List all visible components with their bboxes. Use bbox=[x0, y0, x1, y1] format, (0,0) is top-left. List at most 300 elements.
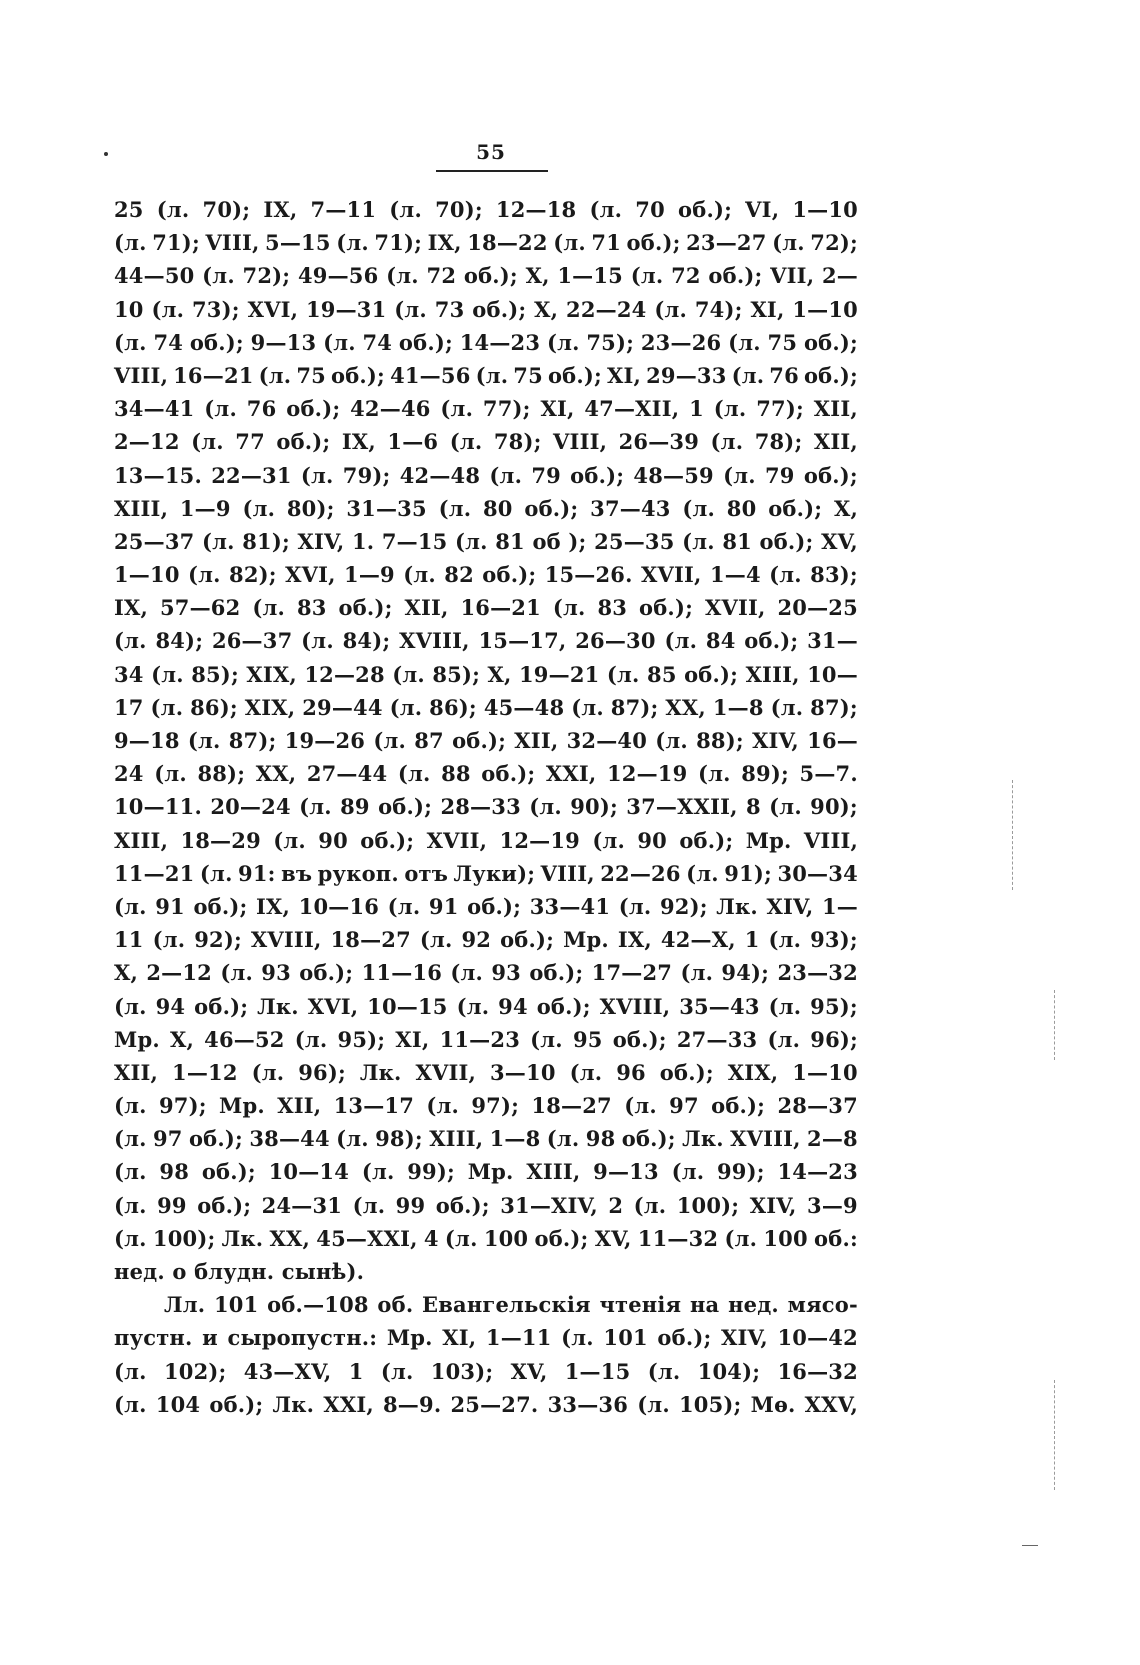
page-number-rule bbox=[436, 170, 548, 172]
word: (л. bbox=[571, 694, 604, 720]
word: об.); bbox=[639, 595, 694, 621]
word: (л. bbox=[444, 1225, 478, 1251]
word: Лк. bbox=[257, 993, 299, 1019]
word: 96); bbox=[810, 1026, 858, 1052]
word: XIV, bbox=[749, 1192, 797, 1218]
word: (л. bbox=[188, 562, 221, 588]
word: XVII, bbox=[415, 1059, 477, 1085]
word: 32—40 bbox=[566, 728, 648, 753]
word: IX, bbox=[617, 927, 652, 953]
word: об.); bbox=[679, 827, 734, 853]
word: XVIII, bbox=[399, 628, 470, 654]
word: 7—11 bbox=[310, 197, 377, 222]
word: XVII, bbox=[641, 562, 702, 588]
word: (л. bbox=[767, 1026, 801, 1052]
word: 7—15 bbox=[381, 528, 448, 554]
word: (л. bbox=[772, 230, 805, 256]
word: 31—XIV, bbox=[500, 1192, 598, 1218]
word: (л. bbox=[440, 396, 474, 422]
word: (л. bbox=[723, 462, 756, 488]
word: об.); bbox=[803, 462, 858, 488]
word: XX, bbox=[255, 761, 297, 787]
text-line bbox=[114, 459, 858, 492]
word: 1—4 bbox=[709, 562, 761, 588]
word: 37—XXII, bbox=[626, 794, 738, 820]
text-line bbox=[114, 1388, 858, 1421]
word: 100 bbox=[763, 1225, 808, 1251]
word: нед. bbox=[728, 1292, 779, 1318]
word: 1—15 bbox=[564, 1358, 631, 1384]
text-line bbox=[114, 193, 858, 226]
word: 18—29 bbox=[180, 827, 261, 853]
word: 84 bbox=[705, 628, 736, 654]
word: об.—108 bbox=[267, 1292, 369, 1318]
word: XIX, bbox=[727, 1059, 779, 1085]
text-line bbox=[114, 558, 858, 591]
word: об.); bbox=[197, 1192, 252, 1218]
word: 90 bbox=[637, 827, 667, 853]
word: X, bbox=[114, 960, 139, 986]
word: 96 bbox=[616, 1059, 646, 1085]
word: XI, bbox=[395, 1026, 430, 1052]
word: 15—26. bbox=[544, 562, 633, 588]
word: об.); bbox=[759, 528, 814, 554]
word: (л. bbox=[294, 1026, 328, 1052]
word: 71); bbox=[374, 230, 423, 256]
word: 12—19 bbox=[499, 827, 580, 853]
word: 96); bbox=[298, 1059, 346, 1085]
word: 44—50 bbox=[114, 263, 195, 289]
text-line bbox=[114, 226, 858, 259]
word: 35—43 bbox=[679, 993, 760, 1019]
word: 10—42 bbox=[777, 1325, 858, 1351]
word: (л. bbox=[114, 1192, 147, 1218]
word: (л. bbox=[671, 1159, 705, 1185]
word: 100); bbox=[676, 1192, 740, 1218]
word: об.); bbox=[378, 794, 433, 820]
word: (л. bbox=[336, 1126, 369, 1152]
word: 16— bbox=[807, 728, 858, 753]
word: 30—34 bbox=[777, 860, 858, 886]
word: Евангельскія bbox=[422, 1292, 591, 1318]
word: (л. bbox=[682, 495, 716, 521]
word: 75 bbox=[296, 362, 326, 388]
word: 1—10 bbox=[792, 296, 858, 322]
word: (л. bbox=[389, 694, 423, 720]
word: Мѳ. bbox=[750, 1391, 796, 1417]
word: X, bbox=[833, 495, 858, 521]
word: 105); bbox=[678, 1391, 742, 1417]
scan-artifact-line bbox=[1012, 780, 1013, 890]
word: XII, bbox=[114, 1059, 159, 1085]
word: (л. bbox=[489, 462, 523, 488]
word: (л. bbox=[449, 429, 483, 455]
word: Лк. bbox=[682, 1126, 724, 1152]
word: 80 bbox=[482, 495, 513, 521]
word: 9—13 bbox=[250, 329, 317, 355]
word: 77 bbox=[235, 429, 265, 455]
word: 2—8 bbox=[807, 1126, 858, 1152]
word: (л. bbox=[637, 1391, 670, 1417]
word: 11—23 bbox=[439, 1026, 521, 1052]
word: 8 bbox=[746, 794, 761, 820]
word: 14—23 bbox=[777, 1159, 858, 1185]
word: XI, bbox=[607, 362, 642, 388]
word: об.); bbox=[209, 1391, 264, 1417]
word: (л. bbox=[546, 329, 580, 355]
word: 11—21 bbox=[114, 860, 195, 886]
word: об.); bbox=[678, 197, 733, 222]
word: (л. bbox=[682, 528, 715, 554]
word: 97); bbox=[158, 1093, 207, 1119]
word: об.: bbox=[814, 1225, 858, 1251]
word: (л. bbox=[114, 1159, 147, 1185]
word: (л. bbox=[361, 1159, 395, 1185]
word: (л. bbox=[455, 528, 488, 554]
word: 1 bbox=[744, 927, 760, 953]
word: отъ bbox=[404, 860, 449, 886]
word: 95 bbox=[572, 1026, 603, 1052]
word: (л. bbox=[530, 1026, 563, 1052]
word: об.); bbox=[286, 396, 341, 422]
word: Мр. bbox=[467, 1159, 514, 1185]
word: 87); bbox=[810, 694, 858, 720]
word: (л. bbox=[152, 927, 186, 953]
word: 11—16 bbox=[361, 960, 443, 986]
word: (л. bbox=[151, 296, 185, 322]
word: об. bbox=[377, 1292, 414, 1318]
text-line bbox=[114, 1056, 858, 1089]
word: 100); bbox=[152, 1225, 216, 1251]
word: 47—XII, bbox=[584, 396, 680, 422]
word: 9—18 bbox=[114, 728, 180, 753]
word: 12—19 bbox=[606, 761, 688, 787]
page-number: 55 bbox=[476, 140, 506, 164]
word: (л. bbox=[299, 794, 332, 820]
word: (л. bbox=[204, 396, 237, 422]
word: 1—10 bbox=[114, 562, 180, 588]
word: XII, bbox=[813, 396, 858, 422]
word: XII, bbox=[514, 728, 559, 753]
word: 3—9 bbox=[807, 1192, 858, 1218]
word: (л. bbox=[655, 728, 688, 753]
word: 19—21 bbox=[519, 661, 600, 687]
word: 72 bbox=[671, 263, 701, 289]
word: (л. bbox=[273, 827, 306, 853]
word: (л. bbox=[202, 528, 235, 554]
word: 10—16 bbox=[298, 893, 380, 919]
word: (л. bbox=[392, 661, 425, 687]
word: 89 bbox=[340, 794, 370, 820]
word: об.); bbox=[188, 1126, 243, 1152]
word: Мр. bbox=[563, 927, 609, 953]
word: IX, bbox=[114, 595, 149, 621]
word: об.); bbox=[338, 595, 393, 621]
word: 18—27 bbox=[330, 927, 411, 953]
text-line bbox=[114, 691, 858, 724]
word: 93 bbox=[491, 960, 521, 986]
word: об.); bbox=[621, 1126, 676, 1152]
word: 97 bbox=[153, 1126, 183, 1152]
word: 101 bbox=[214, 1292, 259, 1318]
text-line bbox=[114, 425, 858, 458]
word: 79); bbox=[342, 462, 391, 488]
word: 42—48 bbox=[399, 462, 481, 488]
word: 83 bbox=[296, 595, 327, 621]
text-line bbox=[114, 1222, 858, 1255]
word: 94 bbox=[155, 993, 186, 1019]
word: (л. bbox=[769, 794, 802, 820]
word: (л. bbox=[546, 1126, 580, 1152]
word: 24—31 bbox=[261, 1192, 343, 1218]
word: 91 bbox=[155, 893, 185, 919]
word: (л. bbox=[202, 263, 235, 289]
word: 12—18 bbox=[495, 197, 577, 222]
word: XIV, bbox=[721, 1325, 768, 1351]
word: 1 bbox=[689, 396, 704, 422]
text-line bbox=[114, 890, 858, 923]
word: IX, bbox=[341, 429, 376, 455]
word: XIV, bbox=[766, 893, 814, 919]
word: 2 bbox=[608, 1192, 624, 1218]
word: 2—12 bbox=[114, 429, 180, 455]
word: 57—62 bbox=[159, 595, 241, 621]
word: (л. bbox=[251, 1059, 285, 1085]
text-line bbox=[114, 1189, 858, 1222]
word: чтенія bbox=[599, 1292, 682, 1318]
word: 5—15 bbox=[265, 230, 331, 256]
word: об.); bbox=[570, 462, 625, 488]
word: XVIII, bbox=[730, 1126, 801, 1152]
word: 82); bbox=[229, 562, 277, 588]
word: (л. bbox=[698, 761, 731, 787]
word: (л. bbox=[114, 1093, 147, 1119]
word: 22—31 bbox=[211, 462, 292, 488]
word: 2— bbox=[821, 263, 858, 289]
word: XI, bbox=[750, 296, 785, 322]
word: 20—24 bbox=[210, 794, 291, 820]
word: на bbox=[689, 1292, 720, 1318]
word: 42—X, bbox=[660, 927, 736, 953]
word: (л. bbox=[156, 197, 190, 222]
word: XVIII, bbox=[250, 927, 322, 953]
word: (л. bbox=[633, 1192, 667, 1218]
word: 71); bbox=[152, 230, 200, 256]
word: (л. bbox=[386, 263, 419, 289]
word: (л. bbox=[380, 1358, 414, 1384]
word: 11—32 bbox=[637, 1225, 719, 1251]
word: об.); bbox=[435, 1192, 490, 1218]
word: 90 bbox=[318, 827, 348, 853]
word: об.); bbox=[467, 893, 522, 919]
word: VII, bbox=[770, 263, 815, 289]
text-line bbox=[114, 956, 858, 989]
word: 78); bbox=[754, 429, 803, 455]
word: 87 bbox=[414, 728, 444, 753]
word: (л. bbox=[419, 927, 453, 953]
word: об.); bbox=[481, 761, 536, 787]
word: XII, bbox=[404, 595, 449, 621]
word: XXV, bbox=[804, 1391, 858, 1417]
word: (л. bbox=[114, 628, 147, 654]
word: 84); bbox=[342, 628, 391, 654]
word: (л. bbox=[114, 1126, 147, 1152]
word: пустн. bbox=[114, 1325, 193, 1351]
word: 77); bbox=[756, 396, 804, 422]
word: IX, bbox=[263, 197, 298, 222]
word: 90); bbox=[570, 794, 618, 820]
word: об.); bbox=[684, 661, 739, 687]
word: 18—27 bbox=[531, 1093, 612, 1119]
word: XV, bbox=[821, 528, 858, 554]
word: (л. bbox=[426, 1093, 460, 1119]
word: 45—XXI, bbox=[316, 1225, 418, 1251]
word: (л. bbox=[624, 1093, 657, 1119]
word: 89); bbox=[741, 761, 789, 787]
text-line bbox=[114, 1321, 858, 1354]
word: (л. bbox=[769, 562, 802, 588]
word: XX, bbox=[665, 694, 706, 720]
word: 87); bbox=[610, 694, 659, 720]
word: (л. bbox=[114, 893, 147, 919]
word: XVII, bbox=[426, 827, 488, 853]
word: об.); bbox=[472, 296, 527, 322]
word: 79 bbox=[765, 462, 795, 488]
word: X, bbox=[487, 661, 512, 687]
word: X, bbox=[525, 263, 550, 289]
word: XIII, bbox=[114, 827, 169, 853]
word: 1—8 bbox=[712, 694, 764, 720]
word: 77); bbox=[482, 396, 531, 422]
word: 93 bbox=[261, 960, 291, 986]
word: 85); bbox=[432, 661, 481, 687]
word: (л. bbox=[680, 960, 714, 986]
word: 19—31 bbox=[305, 296, 387, 322]
word: 88); bbox=[696, 728, 744, 753]
word: 100 bbox=[483, 1225, 529, 1251]
word: 4 bbox=[423, 1225, 439, 1251]
word: 1—10 bbox=[792, 1059, 858, 1085]
word: 37—43 bbox=[590, 495, 671, 521]
word: 19—26 bbox=[284, 728, 366, 753]
margin-dot bbox=[104, 152, 108, 156]
word: (л. bbox=[529, 794, 562, 820]
word: 92 bbox=[461, 927, 492, 953]
word: 24 bbox=[114, 761, 144, 787]
word: 99); bbox=[717, 1159, 765, 1185]
word: 93); bbox=[810, 927, 858, 953]
word: 34 bbox=[114, 661, 144, 687]
word: 103); bbox=[430, 1358, 494, 1384]
word: Мр. bbox=[745, 827, 792, 853]
text-line bbox=[114, 1023, 858, 1056]
word: (л. bbox=[154, 761, 187, 787]
word: 91: bbox=[238, 860, 276, 886]
word: 28—37 bbox=[777, 1093, 858, 1119]
word: 74); bbox=[694, 296, 743, 322]
text-line bbox=[114, 757, 858, 790]
word: 80 bbox=[726, 495, 757, 521]
word: (л. bbox=[199, 860, 233, 886]
word: VIII, bbox=[540, 860, 595, 886]
text-line bbox=[114, 259, 858, 292]
word: 97 bbox=[669, 1093, 699, 1119]
word: об.); bbox=[529, 960, 584, 986]
word: Лл. bbox=[164, 1292, 206, 1318]
word: XIII, bbox=[526, 1159, 581, 1185]
word: XIV, bbox=[297, 528, 345, 554]
word: об.); bbox=[331, 362, 386, 388]
word: (л. bbox=[654, 296, 687, 322]
word: 99); bbox=[407, 1159, 455, 1185]
word: 85 bbox=[647, 661, 677, 687]
word: 23—26 bbox=[640, 329, 722, 355]
text-line bbox=[114, 492, 858, 525]
word: VIII, bbox=[803, 827, 858, 853]
word: 70); bbox=[202, 197, 251, 222]
word: 46—52 bbox=[204, 1026, 285, 1052]
word: 92); bbox=[194, 927, 242, 953]
word: (л. bbox=[323, 329, 356, 355]
word: 87); bbox=[228, 728, 277, 753]
word: 29—44 bbox=[302, 694, 383, 720]
word: 29—33 bbox=[646, 362, 727, 388]
word: об.); bbox=[360, 827, 415, 853]
scan-artifact-dash bbox=[1022, 1545, 1038, 1546]
word: 16—32 bbox=[777, 1358, 858, 1384]
word: 99 bbox=[157, 1192, 187, 1218]
word: (л. bbox=[710, 429, 744, 455]
word: об.); bbox=[547, 362, 602, 388]
word: 70 bbox=[635, 197, 665, 222]
word: рукоп. bbox=[317, 860, 399, 886]
word: Лк. bbox=[359, 1059, 402, 1085]
word: 83 bbox=[597, 595, 628, 621]
word: 33—41 bbox=[529, 893, 611, 919]
word: 1—6 bbox=[387, 429, 439, 455]
word: 10—14 bbox=[268, 1159, 350, 1185]
text-line bbox=[114, 525, 858, 558]
word: 22—24 bbox=[566, 296, 647, 322]
word: (л. bbox=[150, 694, 184, 720]
word: 31—35 bbox=[346, 495, 427, 521]
word: об.); bbox=[803, 329, 858, 355]
word: 25—37 bbox=[114, 528, 195, 554]
word: 95); bbox=[337, 1026, 386, 1052]
word: (л. bbox=[151, 661, 184, 687]
word: 14—23 bbox=[459, 329, 541, 355]
word: 73 bbox=[434, 296, 465, 322]
word: XI, bbox=[540, 396, 575, 422]
word: об.); bbox=[524, 495, 579, 521]
word: 92); bbox=[659, 893, 708, 919]
word: Луки); bbox=[453, 860, 536, 886]
word: 88); bbox=[197, 761, 246, 787]
word: (л. bbox=[252, 595, 286, 621]
word: 2—12 bbox=[146, 960, 212, 986]
word: 81 bbox=[495, 528, 525, 554]
text-line bbox=[114, 790, 858, 823]
word: 91 bbox=[428, 893, 459, 919]
text-line bbox=[114, 824, 858, 857]
word: и bbox=[202, 1325, 218, 1351]
word: 3—10 bbox=[490, 1059, 556, 1085]
word: 104 bbox=[155, 1391, 201, 1417]
word: 1—9 bbox=[344, 562, 395, 588]
word: XIII, bbox=[745, 661, 800, 687]
word: об.); bbox=[768, 495, 823, 521]
word: Мр. bbox=[386, 1325, 433, 1351]
